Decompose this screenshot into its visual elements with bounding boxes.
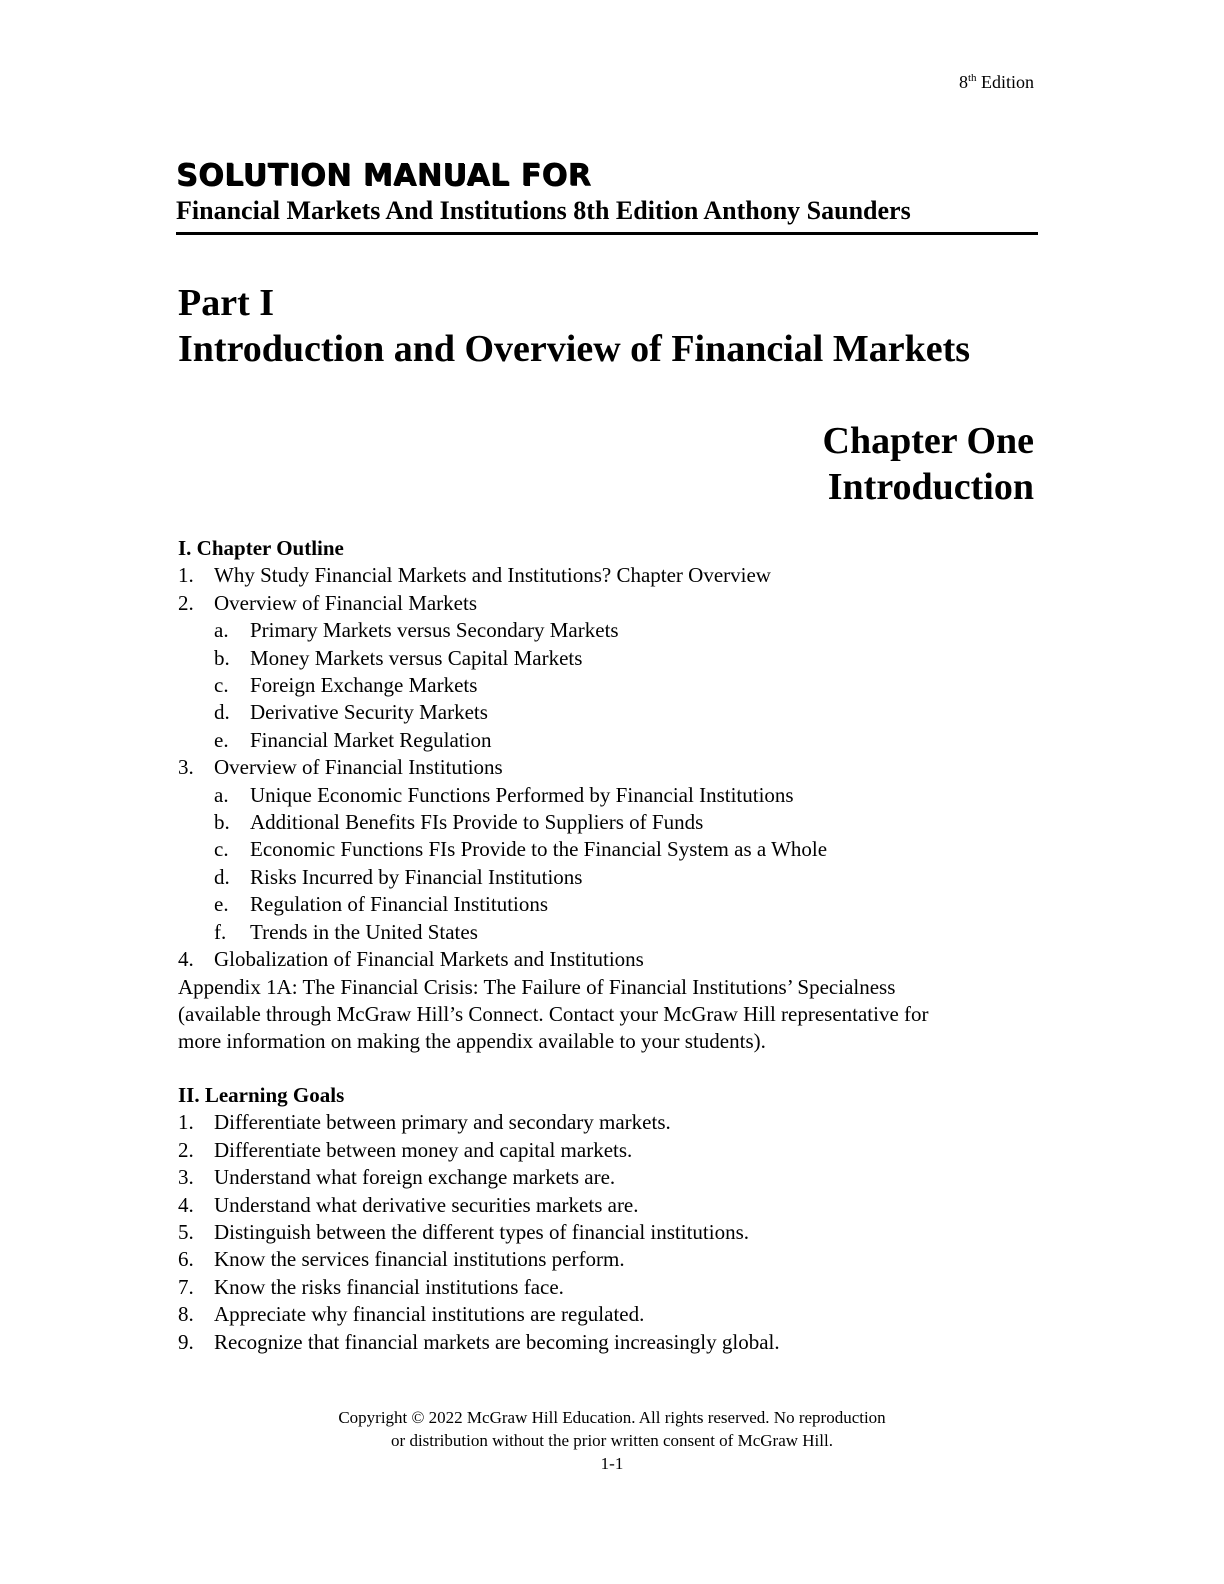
copyright-line-1: Copyright © 2022 McGraw Hill Education. All rights reserved. No reproduction — [338, 1408, 886, 1427]
outline-subitem — [178, 782, 1038, 809]
goal-text: Appreciate why financial institutions are regulated. — [214, 1302, 645, 1327]
goal-item — [178, 1137, 1038, 1164]
outline-subitem-letter: b. — [214, 810, 230, 835]
outline-item-number: 4. — [178, 947, 194, 972]
outline-subitem — [178, 919, 1038, 946]
outline-item — [178, 590, 1038, 617]
outline-item-text: Overview of Financial Markets — [214, 590, 478, 615]
goal-text: Distinguish between the different types of financial institutions. — [214, 1220, 750, 1245]
appendix-note — [178, 974, 1038, 1056]
copyright-line-2: or distribution without the prior written consent of McGraw Hill. — [391, 1431, 833, 1450]
chapter-heading — [823, 418, 1034, 510]
outline-subitem — [178, 864, 1038, 891]
chapter-label: Chapter One — [822, 420, 1034, 462]
outline-item-number: 2. — [178, 590, 194, 615]
goal-item — [178, 1192, 1038, 1219]
outline-subitem — [178, 891, 1038, 918]
chapter-outline-heading: I. Chapter Outline — [178, 536, 344, 560]
outline-subitem-text: Derivative Security Markets — [250, 700, 488, 725]
outline-subitem — [178, 809, 1038, 836]
outline-item — [178, 946, 1038, 973]
page-footer — [0, 1406, 1224, 1475]
outline-item — [178, 754, 1038, 781]
outline-subitem-letter: f. — [214, 919, 227, 944]
goal-item — [178, 1219, 1038, 1246]
outline-subitem-text: Money Markets versus Capital Markets — [250, 645, 583, 670]
outline-subitem-letter: e. — [214, 727, 229, 752]
outline-item-number: 1. — [178, 563, 194, 588]
outline-subitem-text: Risks Incurred by Financial Institutions — [250, 864, 583, 889]
goal-number: 9. — [178, 1329, 194, 1354]
goal-number: 7. — [178, 1274, 194, 1299]
outline-subitem — [178, 672, 1038, 699]
book-title: Financial Markets And Institutions 8th Edition Anthony Saunders — [176, 194, 1038, 235]
goal-item — [178, 1109, 1038, 1136]
outline-subitem-text: Unique Economic Functions Performed by Financial Institutions — [250, 782, 794, 807]
edition-number: 8 — [958, 72, 968, 92]
goal-text: Differentiate between money and capital markets. — [214, 1137, 633, 1162]
goal-text: Differentiate between primary and secondary markets. — [214, 1110, 671, 1135]
solution-manual-title: SOLUTION MANUAL FOR — [176, 158, 592, 193]
outline-item-text: Overview of Financial Institutions — [214, 755, 503, 780]
outline-subitem-text: Economic Functions FIs Provide to the Financial System as a Whole — [250, 837, 828, 862]
outline-subitem-letter: d. — [214, 864, 230, 889]
outline-subitem — [178, 617, 1038, 644]
outline-subitem-letter: e. — [214, 892, 229, 917]
goal-number: 2. — [178, 1137, 194, 1162]
outline-item-text: Why Study Financial Markets and Institutions? Chapter Overview — [214, 563, 771, 588]
chapter-outline-list — [178, 562, 1038, 973]
goal-number: 1. — [178, 1110, 194, 1135]
outline-subitem-letter: a. — [214, 618, 229, 643]
goal-number: 3. — [178, 1165, 194, 1190]
outline-subitem-letter: a. — [214, 782, 229, 807]
appendix-line: Appendix 1A: The Financial Crisis: The Failure of Financial Institutions’ Specialness — [178, 974, 896, 999]
outline-subitem-text: Primary Markets versus Secondary Markets — [250, 618, 619, 643]
outline-subitem-text: Regulation of Financial Institutions — [250, 892, 549, 917]
goal-item — [178, 1246, 1038, 1273]
goal-text: Recognize that financial markets are becoming increasingly global. — [214, 1329, 780, 1354]
outline-subitem — [178, 836, 1038, 863]
edition-word: Edition — [981, 72, 1034, 92]
outline-subitem — [178, 699, 1038, 726]
learning-goals-heading: II. Learning Goals — [178, 1083, 345, 1107]
part-label: Part I — [178, 282, 275, 324]
outline-subitem — [178, 645, 1038, 672]
outline-item — [178, 562, 1038, 589]
outline-subitem-text: Financial Market Regulation — [250, 727, 492, 752]
edition-superscript: th — [967, 72, 977, 84]
goal-item — [178, 1301, 1038, 1328]
page-number: 1-1 — [600, 1454, 624, 1473]
goal-number: 4. — [178, 1192, 194, 1217]
outline-subitem-letter: b. — [214, 645, 230, 670]
goal-number: 5. — [178, 1220, 194, 1245]
outline-subitem-text: Trends in the United States — [250, 919, 478, 944]
goal-text: Understand what foreign exchange markets are. — [214, 1165, 616, 1190]
outline-subitem-text: Foreign Exchange Markets — [250, 673, 478, 698]
goal-text: Understand what derivative securities markets are. — [214, 1192, 639, 1217]
learning-goals-section — [178, 1082, 1038, 1356]
chapter-name: Introduction — [827, 466, 1034, 508]
outline-subitem-letter: c. — [214, 673, 229, 698]
chapter-outline-section — [178, 535, 1038, 1056]
outline-subitem-letter: d. — [214, 700, 230, 725]
outline-item-text: Globalization of Financial Markets and Institutions — [214, 947, 644, 972]
outline-subitem — [178, 727, 1038, 754]
goal-item — [178, 1329, 1038, 1356]
appendix-line: more information on making the appendix available to your students). — [178, 1029, 766, 1054]
outline-subitem-text: Additional Benefits FIs Provide to Suppliers of Funds — [250, 810, 704, 835]
part-name: Introduction and Overview of Financial Markets — [178, 328, 971, 370]
edition-label — [959, 72, 1034, 93]
goal-text: Know the risks financial institutions face. — [214, 1274, 564, 1299]
goal-number: 6. — [178, 1247, 194, 1272]
learning-goals-list — [178, 1109, 1038, 1356]
part-heading — [178, 280, 970, 372]
goal-text: Know the services financial institutions perform. — [214, 1247, 625, 1272]
title-block — [176, 158, 1038, 235]
goal-item — [178, 1164, 1038, 1191]
outline-subitem-letter: c. — [214, 837, 229, 862]
goal-item — [178, 1274, 1038, 1301]
appendix-line: (available through McGraw Hill’s Connect. Contact your McGraw Hill representative for — [178, 1001, 929, 1026]
goal-number: 8. — [178, 1302, 194, 1327]
outline-item-number: 3. — [178, 755, 194, 780]
